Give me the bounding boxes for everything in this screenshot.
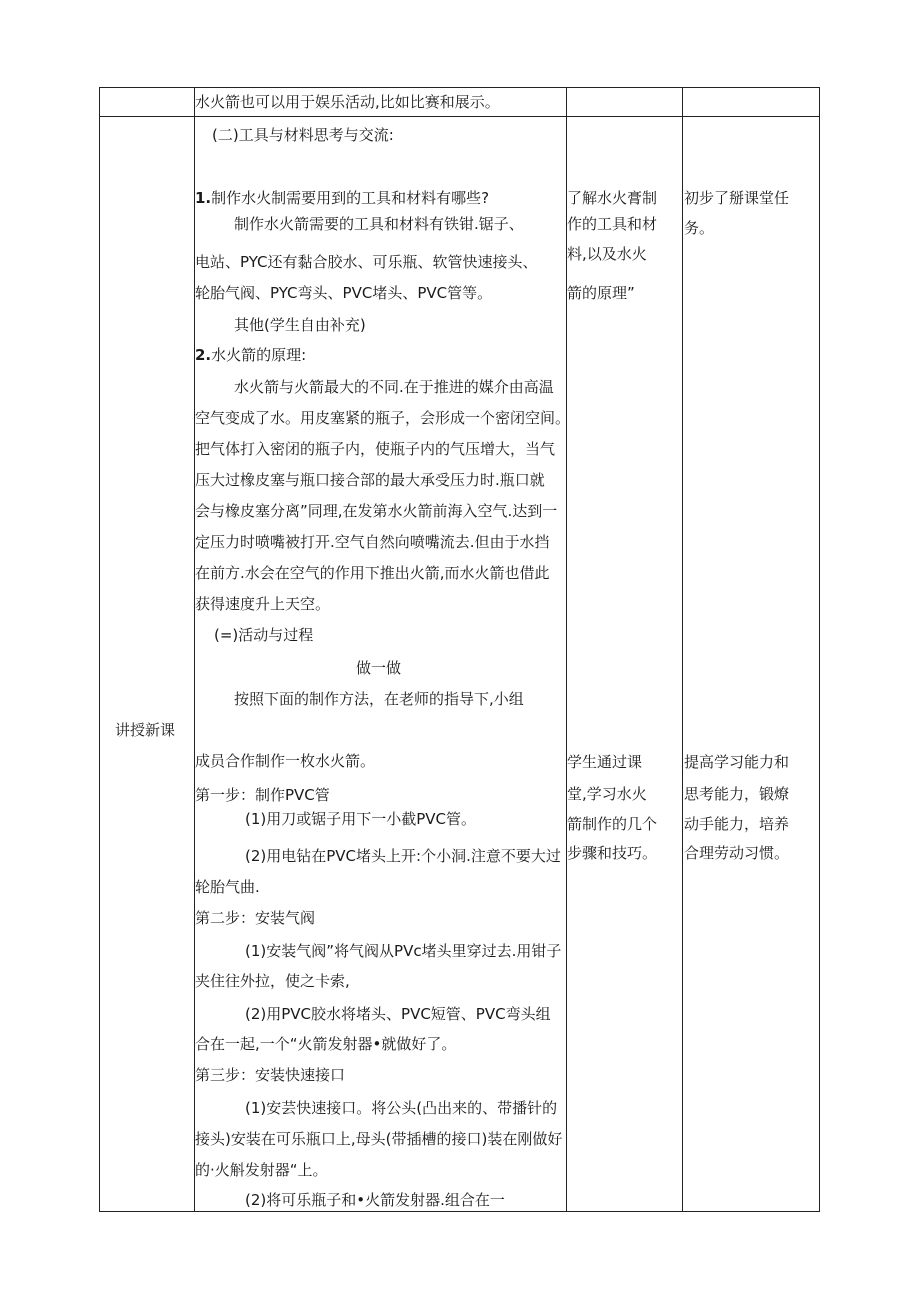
step-item: (2)用电钻在PVC堵头上开:个小洞.注意不要大过	[245, 847, 561, 865]
step-item: 合在一起,一个“火箭发射器•就做好了。	[195, 1035, 457, 1053]
intent-line: 务。	[684, 219, 715, 237]
step-2-title: 第二步：安装气阀	[195, 909, 316, 927]
heading-tools: (二)工具与材料思考与交流:	[212, 126, 394, 144]
do-it-title: 做一做	[356, 659, 402, 677]
step-item: 轮胎气曲.	[195, 878, 260, 896]
paragraph-line: 把气体打入密闭的瓶子内，使瓶子内的气压增大，当气	[195, 440, 556, 458]
step-item: (1)用刀或锯子用下一小截PVC管。	[245, 810, 477, 828]
question-1	[195, 188, 489, 208]
intent-line: 思考能力，锻燎	[684, 785, 790, 803]
paragraph-line: 水火箭与火箭最大的不同.在于推进的媒介由高温	[234, 378, 554, 396]
table-border-top	[99, 87, 820, 88]
paragraph-line: 电站、PYC还有黏合胶水、可乐瓶、软管快速接头、	[195, 253, 538, 271]
section-label: 讲授新课	[115, 721, 176, 739]
step-item: 的·火斛发射器“上。	[195, 1161, 328, 1179]
paragraph-line: 成员合作制作一枚水火箭。	[195, 752, 376, 770]
col-divider-right	[819, 87, 820, 1212]
paragraph-line: 轮胎气阀、PYC弯头、PVC堵头、PVC管等。	[195, 284, 493, 302]
question-number: 2.	[195, 346, 212, 364]
paragraph-line: 获得速度升上天空。	[195, 595, 331, 613]
activity-line: 箭制作的几个	[567, 815, 658, 833]
paragraph-line: 其他(学生自由补充)	[234, 316, 366, 334]
step-item: (2)用PVC胶水将堵头、PVC短管、PVC弯头组	[245, 1005, 551, 1023]
col-divider-left	[99, 87, 100, 1212]
top-row-text: 水火箭也可以用于娱乐活动,比如比赛和展示。	[195, 93, 500, 111]
activity-line: 了解水火膏制	[567, 189, 658, 207]
intent-line: 提高学习能力和	[684, 753, 790, 771]
lesson-table	[99, 87, 820, 1212]
intent-line: 合理劳动习惯。	[684, 844, 790, 862]
activity-line: 堂,学习水火	[567, 785, 647, 803]
activity-line: 作的工具和材	[567, 215, 658, 233]
question-number: 1.	[195, 189, 212, 207]
question-text: 水火箭的原理:	[211, 346, 307, 364]
question-text: 制作水火制需要用到的工具和材料有哪些?	[211, 189, 490, 207]
heading-activity: (=)活动与过程	[214, 626, 314, 644]
intent-line: 动手能力，培养	[684, 815, 790, 833]
question-2	[195, 345, 306, 365]
step-item: (1)安装气阀”将气阀从PVc堵头里穿过去.用钳子	[245, 942, 562, 960]
paragraph-line: 压大过橡皮塞与瓶口接合部的最大承受压力时.瓶口就	[195, 471, 545, 489]
activity-line: 料,以及水火	[567, 245, 647, 263]
activity-line: 箭的原理”	[567, 284, 635, 302]
activity-line: 学生通过课	[567, 753, 643, 771]
step-item: 夹住往外拉，使之卡索,	[195, 972, 350, 990]
step-item: (2)将可乐瓶子和•火箭发射器.组合在一	[245, 1191, 505, 1209]
paragraph-line: 按照下面的制作方法，在老师的指导下,小组	[234, 690, 524, 708]
paragraph-line: 会与橡皮塞分离”同理,在发第水火箭前海入空气.达到一	[195, 502, 558, 520]
col-divider-3	[682, 87, 683, 1212]
intent-line: 初步了掰课堂任	[684, 189, 790, 207]
paragraph-line: 在前方.水会在空气的作用下推出火箭,而水火箭也借此	[195, 564, 550, 582]
paragraph-line: 空气变成了水。用皮塞紧的瓶子，会形成一个密闭空间。	[195, 409, 571, 427]
table-border-bottom	[99, 1211, 820, 1212]
paragraph-line: 定压力时喷嘴被打开.空气自然向喷嘴流去.但由于水挡	[195, 533, 550, 551]
activity-line: 步骤和技巧。	[567, 844, 658, 862]
step-1-title: 第一步：制作PVC管	[195, 786, 330, 804]
step-item: (1)安芸快速接口。将公头(凸出来的、带播针的	[245, 1099, 558, 1117]
step-item: 接头)安装在可乐瓶口上,母头(带插槽的接口)装在刚做好	[195, 1130, 563, 1148]
step-3-title: 第三步：安装快速接口	[195, 1066, 346, 1084]
paragraph-line: 制作水火箭需要的工具和材料有铁钳.锯子、	[234, 215, 524, 233]
row-divider	[99, 116, 820, 117]
